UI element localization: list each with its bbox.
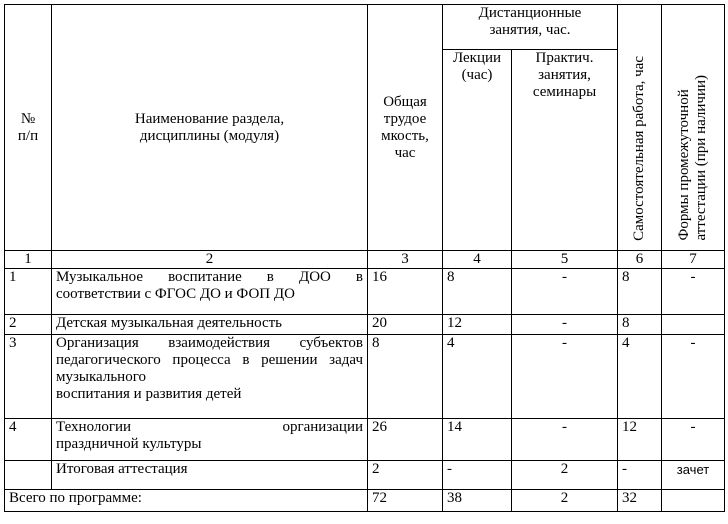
row-name-line: праздничной культуры (56, 436, 202, 452)
row-total: 16 (368, 269, 443, 315)
header-forms: Формы промежуточной аттестации (при наличии) (662, 5, 725, 251)
table-row (5, 335, 725, 419)
row-num: 1 (5, 269, 52, 315)
row-selfwork: 8 (618, 315, 662, 335)
row-num: 4 (5, 419, 52, 461)
row-num: 2 (5, 315, 52, 335)
row-practical: - (512, 335, 618, 419)
row-total: 26 (368, 419, 443, 461)
row-forms: - (662, 269, 725, 315)
row-total: 20 (368, 315, 443, 335)
row-selfwork: 4 (618, 335, 662, 419)
col-number: 3 (368, 251, 443, 269)
row-practical: - (512, 419, 618, 461)
row-practical: 2 (512, 461, 618, 490)
row-selfwork: - (618, 461, 662, 490)
row-lectures: 12 (443, 315, 512, 335)
row-name (52, 269, 368, 315)
row-name-line: Музыкальное воспитание в ДОО в (56, 269, 363, 285)
row-forms: - (662, 419, 725, 461)
col-number: 7 (662, 251, 725, 269)
row-lectures: 14 (443, 419, 512, 461)
row-lectures: 8 (443, 269, 512, 315)
row-name (52, 461, 368, 490)
header-distance: Дистанционные занятия, час. (443, 5, 618, 50)
row-name-line: Итоговая аттестация (56, 461, 188, 477)
header-row (5, 5, 725, 50)
totals-label: Всего по программе: (5, 490, 368, 512)
row-name (52, 315, 368, 335)
col-number: 6 (618, 251, 662, 269)
col-number: 5 (512, 251, 618, 269)
col-number: 2 (52, 251, 368, 269)
header-lectures: Лекции (час) (443, 50, 512, 251)
table-row (5, 315, 725, 335)
row-lectures: - (443, 461, 512, 490)
row-name-line: Технологии организации (56, 419, 363, 435)
row-selfwork: 12 (618, 419, 662, 461)
totals-practical: 2 (512, 490, 618, 512)
table-row (5, 419, 725, 461)
row-num (5, 461, 52, 490)
table-row (5, 269, 725, 315)
row-name-line: воспитания и развития детей (56, 386, 242, 402)
totals-lectures: 38 (443, 490, 512, 512)
row-name (52, 419, 368, 461)
row-selfwork: 8 (618, 269, 662, 315)
row-practical: - (512, 269, 618, 315)
row-forms: - (662, 335, 725, 419)
col-number: 4 (443, 251, 512, 269)
table-row (5, 461, 725, 490)
row-forms: зачет (662, 461, 725, 490)
row-total: 2 (368, 461, 443, 490)
totals-forms (662, 490, 725, 512)
row-lectures: 4 (443, 335, 512, 419)
header-name: Наименование раздела, дисциплины (модуля) (52, 5, 368, 251)
row-total: 8 (368, 335, 443, 419)
totals-row (5, 490, 725, 512)
row-name-line: соответствии с ФГОС ДО и ФОП ДО (56, 286, 295, 302)
row-practical: - (512, 315, 618, 335)
header-total: Общая трудое мкость, час (368, 5, 443, 251)
curriculum-table (4, 4, 725, 512)
row-name (52, 335, 368, 419)
header-num: № п/п (5, 5, 52, 251)
row-name-line: Организация взаимодействия субъектов педагогического процесса в решении задач музыкального (56, 335, 363, 385)
row-name-line: Детская музыкальная деятельность (56, 315, 283, 331)
totals-total: 72 (368, 490, 443, 512)
col-number: 1 (5, 251, 52, 269)
column-number-row (5, 251, 725, 269)
header-selfwork: Самостоятельная работа, час (618, 5, 662, 251)
row-forms (662, 315, 725, 335)
header-practical: Практич. занятия, семинары (512, 50, 618, 251)
row-num: 3 (5, 335, 52, 419)
totals-selfwork: 32 (618, 490, 662, 512)
